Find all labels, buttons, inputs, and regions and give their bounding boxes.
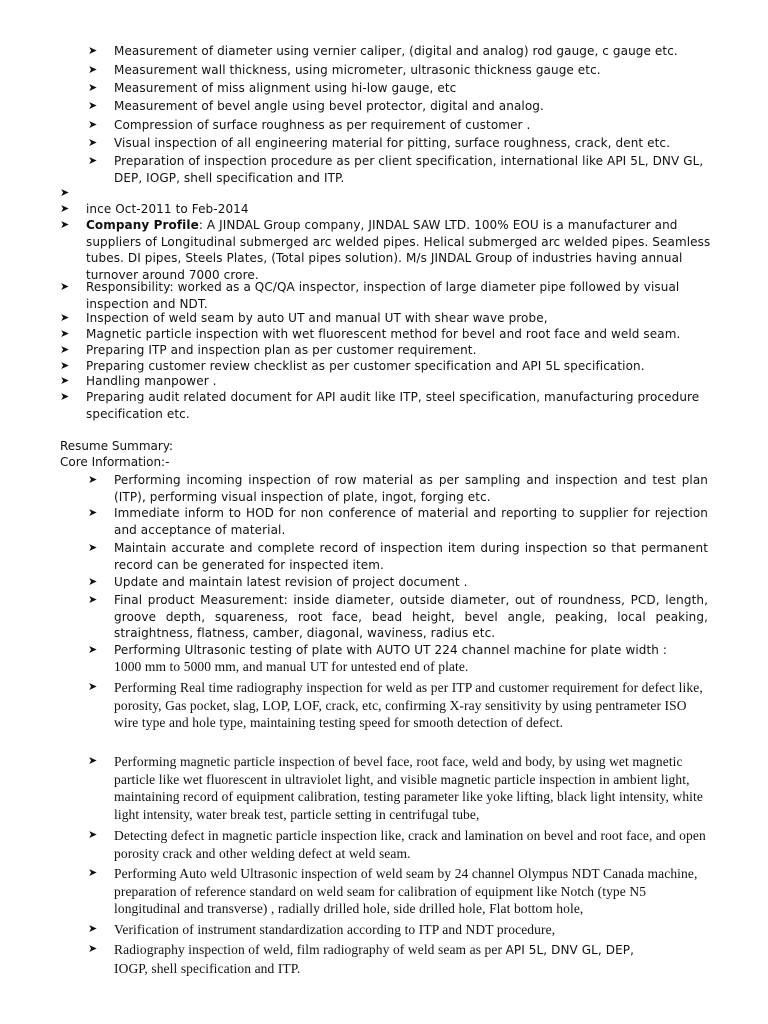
summary-text: Performing magnetic particle inspection of bevel face, root face, weld and body, by using wet magnetic particle like wet fluorescent in ultraviolet light, and visible magnetic particle inspection in ambient light, maintaining record of equipment calibration, testing parameter like yoke lifting, black light intensity, white light intensity, water break test, particle setting in centrifugal tube, bbox=[114, 754, 703, 822]
arrow-bullet-icon: ➤ bbox=[60, 359, 70, 372]
arrow-bullet-icon: ➤ bbox=[60, 280, 70, 293]
arrow-bullet-icon: ➤ bbox=[88, 828, 98, 841]
arrow-bullet-icon: ➤ bbox=[88, 680, 98, 693]
list-item bbox=[60, 389, 700, 422]
list-item bbox=[88, 679, 712, 732]
summary-text: Maintain accurate and complete record of inspection item during inspection so that permanent record can be generated for inspected item. bbox=[114, 541, 708, 572]
list-item bbox=[88, 827, 712, 862]
arrow-bullet-icon: ➤ bbox=[88, 922, 98, 935]
arrow-bullet-icon: ➤ bbox=[88, 643, 98, 656]
arrow-bullet-icon: ➤ bbox=[88, 44, 98, 57]
list-item bbox=[88, 135, 724, 152]
duty-text: Preparing audit related document for API audit like ITP, steel specification, manufacturing procedure specification etc. bbox=[86, 390, 700, 421]
skill-text: Measurement of miss alignment using hi-low gauge, etc bbox=[114, 81, 457, 95]
summary-text: Update and maintain latest revision of project document . bbox=[114, 575, 468, 589]
list-item bbox=[60, 342, 730, 359]
list-item bbox=[60, 326, 730, 343]
list-item bbox=[88, 753, 712, 823]
summary-text: Performing Real time radiography inspection for weld as per ITP and customer requirement for defect like, porosity, Gas pocket, slag, LOP, LOF, crack, etc, confirming X-ray sensitivity by using pentrameter ISO wire type and hole type, maintaining testing speed for smooth detection of defect. bbox=[114, 680, 703, 730]
arrow-bullet-icon: ➤ bbox=[60, 343, 70, 356]
duty-text: Magnetic particle inspection with wet fluorescent method for bevel and root face and weld seam. bbox=[86, 327, 681, 341]
arrow-bullet-icon: ➤ bbox=[60, 327, 70, 340]
section-title: Resume Summary: bbox=[60, 439, 174, 453]
arrow-bullet-icon: ➤ bbox=[60, 218, 70, 231]
arrow-bullet-icon: ➤ bbox=[88, 754, 98, 767]
arrow-bullet-icon: ➤ bbox=[60, 390, 70, 403]
duty-text: Inspection of weld seam by auto UT and manual UT with shear wave probe, bbox=[86, 311, 548, 325]
list-item bbox=[88, 642, 708, 675]
skill-text: Visual inspection of all engineering material for pitting, surface roughness, crack, dent etc. bbox=[114, 136, 671, 150]
list-item bbox=[60, 279, 730, 312]
skill-text: Measurement of bevel angle using bevel protector, digital and analog. bbox=[114, 99, 544, 113]
arrow-bullet-icon: ➤ bbox=[60, 202, 70, 215]
summary-text: Performing incoming inspection of row material as per sampling and inspection and test plan (ITP), performing visual inspection of plate, ingot, forging etc. bbox=[114, 473, 708, 504]
list-item bbox=[88, 117, 724, 134]
arrow-bullet-icon: ➤ bbox=[88, 506, 98, 519]
summary-text-serif: Radiography inspection of weld, film radiography of weld seam as per bbox=[114, 942, 503, 957]
arrow-bullet-icon: ➤ bbox=[60, 311, 70, 324]
arrow-bullet-icon: ➤ bbox=[88, 575, 98, 588]
arrow-bullet-icon: ➤ bbox=[60, 186, 70, 199]
list-item bbox=[60, 373, 730, 390]
list-item bbox=[88, 865, 712, 918]
list-item bbox=[88, 153, 724, 186]
summary-text: Immediate inform to HOD for non conference of material and reporting to supplier for rejection and acceptance of material. bbox=[114, 506, 708, 537]
list-item bbox=[60, 201, 730, 218]
skill-text: Measurement of diameter using vernier caliper, (digital and analog) rod gauge, c gauge etc. bbox=[114, 44, 678, 58]
summary-text: Performing Auto weld Ultrasonic inspection of weld seam by 24 channel Olympus NDT Canada machine, preparation of reference standard on weld seam for calibration of equipment like Notch (type N5 longitudinal and transverse) , radially drilled hole, side drilled hole, Flat bottom hole, bbox=[114, 866, 698, 916]
list-item bbox=[88, 80, 724, 97]
company-profile-text: : A JINDAL Group company, JINDAL SAW LTD. 100% EOU is a manufacturer and suppliers of Longitudinal submerged arc welded pipes. Helical submerged arc welded pipes. Seamless tubes. DI pipes, Steels Plates, (Total pipes solution). M/s JINDAL Group of industries having annual turnover around 7000 crore. bbox=[86, 218, 711, 282]
duty-text: Preparing customer review checklist as per customer specification and API 5L specification. bbox=[86, 359, 645, 373]
company-profile bbox=[86, 217, 730, 283]
list-item bbox=[88, 592, 708, 642]
arrow-bullet-icon: ➤ bbox=[88, 99, 98, 112]
duty-text: Handling manpower . bbox=[86, 374, 217, 388]
empty-list-item bbox=[60, 185, 100, 202]
arrow-bullet-icon: ➤ bbox=[88, 136, 98, 149]
list-item bbox=[88, 540, 708, 573]
list-item bbox=[60, 217, 730, 283]
arrow-bullet-icon: ➤ bbox=[88, 154, 98, 167]
summary-text bbox=[114, 642, 708, 675]
arrow-bullet-icon: ➤ bbox=[88, 118, 98, 131]
list-item bbox=[88, 62, 724, 79]
arrow-bullet-icon: ➤ bbox=[88, 473, 98, 486]
list-item bbox=[88, 43, 724, 60]
summary-text: Final product Measurement: inside diameter, outside diameter, out of roundness, PCD, length, groove depth, squareness, root face, bead height, bevel angle, peaking, local peaking, straightness, flatness, camber, diagonal, waviness, radius etc. bbox=[114, 593, 708, 640]
company-profile-label: Company Profile bbox=[86, 218, 199, 232]
list-item bbox=[88, 472, 708, 505]
list-item bbox=[88, 505, 708, 538]
arrow-bullet-icon: ➤ bbox=[60, 374, 70, 387]
summary-text-sans: Performing Ultrasonic testing of plate with AUTO UT 224 channel machine for plate width : bbox=[114, 643, 668, 657]
list-item bbox=[88, 921, 712, 939]
duty-text: Responsibility: worked as a QC/QA inspector, inspection of large diameter pipe followed by visual inspection and NDT. bbox=[86, 280, 680, 311]
employment-period: ince Oct-2011 to Feb-2014 bbox=[86, 202, 249, 216]
summary-text-serif: IOGP, shell specification and ITP. bbox=[114, 960, 301, 976]
list-item bbox=[60, 310, 730, 327]
skill-text: Compression of surface roughness as per requirement of customer . bbox=[114, 118, 531, 132]
arrow-bullet-icon: ➤ bbox=[88, 866, 98, 879]
arrow-bullet-icon: ➤ bbox=[88, 593, 98, 606]
arrow-bullet-icon: ➤ bbox=[88, 63, 98, 76]
summary-text-serif: 1000 mm to 5000 mm, and manual UT for untested end of plate. bbox=[114, 658, 469, 674]
duty-text: Preparing ITP and inspection plan as per customer requirement. bbox=[86, 343, 477, 357]
summary-text-sans: API 5L, DNV GL, DEP, bbox=[505, 943, 635, 957]
list-item bbox=[88, 574, 708, 591]
arrow-bullet-icon: ➤ bbox=[88, 81, 98, 94]
list-item bbox=[88, 98, 724, 115]
skill-text: Measurement wall thickness, using micrometer, ultrasonic thickness gauge etc. bbox=[114, 63, 601, 77]
summary-text: Verification of instrument standardization according to ITP and NDT procedure, bbox=[114, 922, 556, 937]
arrow-bullet-icon: ➤ bbox=[88, 942, 98, 955]
skill-text: Preparation of inspection procedure as per client specification, international like API 5L, DNV GL, DEP, IOGP, shell specification and ITP. bbox=[114, 154, 704, 185]
arrow-bullet-icon: ➤ bbox=[88, 541, 98, 554]
list-item bbox=[88, 941, 712, 977]
section-subtitle: Core Information:- bbox=[60, 455, 170, 469]
summary-text: Detecting defect in magnetic particle inspection like, crack and lamination on bevel and root face, and open porosity crack and other welding defect at weld seam. bbox=[114, 828, 706, 861]
summary-text bbox=[114, 941, 712, 977]
